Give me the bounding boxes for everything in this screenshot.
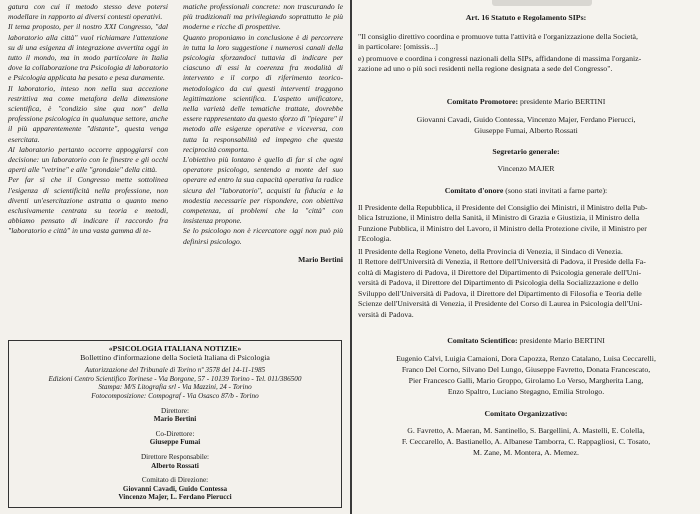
- organizing-members: M. Zane, M. Montera, A. Memez.: [473, 448, 579, 457]
- honor-line: Sviluppo dell'Università di Padova, il Direttore del Dipartimento di Filosofia e Teoria delle: [358, 289, 642, 298]
- scientific-heading: [352, 336, 700, 346]
- staff-role: Direttore:: [161, 406, 189, 415]
- scientific-title: Comitato Scientifico:: [447, 336, 518, 345]
- paragraph: Il tema proposto, per il nostro XXI Congresso, "dal laboratorio alla città" vuol richiamare l'attenzione su di una esigenza di integrazione avvertita oggi in tutto il mondo, ma in modo particolare in Italia dove la collaborazione tra Psicologia di laboratorio e Psicologia applicata ha pesato e pesa duramente.: [8, 22, 168, 83]
- paragraph: gatura con cui il metodo stesso deve potersi modellare in rapporto ai diversi contesti operativi.: [8, 2, 168, 22]
- organizing-title: Comitato Organizzativo:: [484, 409, 568, 418]
- staff-name: Giovanni Cavadi, Guido Contessa: [122, 484, 228, 493]
- honor-line: Funzione Pubblica, il Ministro del Lavoro, il Ministro della Protezione civile, il Ministro per: [358, 224, 647, 233]
- secretary-name: Vincenzo MAJER: [497, 164, 555, 173]
- paragraph: Il laboratorio, inteso non nella sua accezione restrittiva ma come metafora della dimensione scientifica, è "condizio sine qua non" della professione psicologica in qualunque settore, anche il più apparentemente "distante", questa venga esercitata.: [8, 83, 168, 144]
- staff-name: Mario Bertini: [153, 415, 197, 424]
- info-line: Autorizzazione del Tribunale di Torino nº 3578 del 14-11-1985: [84, 366, 266, 375]
- statute-line: zazione ad uno o più soci residenti nella regione designata a sede del Congresso".: [358, 64, 613, 73]
- promoter-title: Comitato Promotore:: [446, 97, 519, 106]
- staff-name: Vincenzo Majer, L. Ferdano Pierucci: [118, 493, 232, 502]
- staff-director: [9, 407, 341, 424]
- info-line: Stampa: M/S Litografia srl - Via Mazzini, 24 - Torino: [98, 383, 252, 392]
- organizing-members: F. Ceccarello, A. Bastianello, A. Albanese Tamborra, C. Rappagliosi, C. Tosato,: [401, 437, 651, 446]
- author-signature: Mario Bertini: [298, 254, 343, 264]
- honor-line: Il Presidente della Repubblica, il Presidente del Consiglio dei Ministri, il Ministro della Pub-: [358, 203, 648, 212]
- honor-line: blica Istruzione, il Ministro della Sanità, il Ministro di Grazia e Giustizia, il Ministro della: [358, 213, 640, 222]
- honor-line: Il Rettore dell'Università di Venezia, il Rettore dell'Università di Padova, il Preside della Fa-: [358, 257, 646, 266]
- honor-line: versità di Padova, il Direttore del Dipartimento di Psicologia della Socializzazione e dello: [358, 278, 639, 287]
- info-line: Fotocomposizione: Compograf - Via Osasco 87/b - Torino: [91, 391, 259, 400]
- publication-info: [9, 366, 341, 400]
- paragraph: Per far sì che il Congresso mette sottolinea l'esigenza di scientificità nella professione, non diventi un'esercitazione astratta o quanto meno esclusivamente centrata su teoria e metodi, abbiamo pensato di indicare il raccordo fra "laboratorio e città" in una vasta gamma di te-: [8, 175, 168, 236]
- article-heading: Art. 16 Statuto e Regolamento SIPs:: [465, 13, 587, 22]
- masthead-title: «PSICOLOGIA ITALIANA NOTIZIE»: [108, 344, 242, 353]
- scientific-members: Eugenio Calvi, Luigia Camaioni, Dora Capozza, Renzo Catalano, Luisa Ceccarelli,: [396, 354, 656, 363]
- promoter-members: Giuseppe Fumai, Alberto Rossati: [474, 126, 578, 135]
- honor-line: Il Presidente della Regione Veneto, della Provincia di Venezia, il Sindaco di Venezia.: [358, 247, 623, 256]
- secretary-title: Segretario generale:: [492, 147, 560, 156]
- honor-line: versità di Padova.: [358, 310, 414, 319]
- honor-note: (sono stati invitati a farne parte):: [505, 186, 608, 195]
- scientific-president: presidente Mario BERTINI: [519, 336, 605, 345]
- info-line: Edizioni Centro Scientifico Torinese - Via Borgone, 57 - 10139 Torino - Tel. 011/386500: [48, 374, 302, 383]
- honor-heading: [352, 186, 700, 196]
- paragraph: Al laboratorio pertanto occorre appoggiarsi con decisione: un laboratorio con le finestre e gli occhi aperti alle "vetrine" e alle "grondaie" della città.: [8, 144, 168, 175]
- paragraph: Quanto proponiamo in conclusione è di percorrere in tutta la loro suggestione i numerosi canali della psicologia sforzandoci tuttavia di indicare per ciascuno di essi la coerenza fra modalità di intervento e il corpo di riferimento teorico-metodologico da cui questi interventi traggono legittimazione scientifica. L'aspetto unificatore, nella varietà delle tematiche trattate, dovrebbe essere rappresentato da questo sforzo di "piegare" il metodo alle esigenze operative e viceversa, con tutta la responsabilità ed impegno che questa reciprocità comporta.: [183, 32, 343, 154]
- staff-role: Direttore Responsabile:: [140, 452, 210, 461]
- masthead-subtitle: Bollettino d'informazione della Società Italiana di Psicologia: [80, 352, 270, 362]
- staff-name: Giuseppe Fumai: [149, 438, 201, 447]
- promoter-heading: [352, 97, 700, 107]
- paragraph: L'obiettivo più lontano è quello di far sì che ogni operatore psicologo, sentendo a monte del suo operare ed entro la sua capacità operativa la radice sicura del "laboratorio", acquisti la fiducia e la modestia necessarie per rispondere, con obiettiva competenza, ai problemi che la "città" con insistenza propone.: [183, 155, 343, 226]
- statute-line: e) promuove e coordina i congressi nazionali della SIPs, affidandone di massima l'organiz-: [358, 54, 642, 63]
- honor-title: Comitato d'onore: [444, 186, 504, 195]
- staff-committee: [9, 476, 341, 502]
- organizing-members: G. Favretto, A. Maeran, M. Santinello, S. Bargellini, A. Mastelli, E. Colella,: [407, 426, 645, 435]
- right-page: [352, 0, 700, 514]
- scientific-members: Pier Francesco Galli, Mario Groppo, Girolamo Lo Verso, Margherita Lang,: [408, 376, 644, 385]
- faded-header-mark: [492, 0, 592, 6]
- text-column-left: [8, 2, 168, 237]
- staff-codirector: [9, 430, 341, 447]
- promoter-president: presidente Mario BERTINI: [520, 97, 606, 106]
- staff-role: Co-Direttore:: [155, 429, 195, 438]
- paragraph: matiche professionali concrete: non trascurando le più tradizionali ma privilegiando soprattutto le più moderne e ricche di prospettive.: [183, 2, 343, 32]
- text-column-right: [183, 2, 343, 265]
- staff-role: Comitato di Direzione:: [141, 476, 209, 485]
- honor-line: coltà di Magistero di Padova, il Direttore del Dipartimento di Psicologia generale dell'Uni-: [358, 268, 642, 277]
- promoter-members: Giovanni Cavadi, Guido Contessa, Vincenzo Majer, Ferdano Pierucci,: [416, 115, 636, 124]
- honor-line: l'Ecologia.: [358, 234, 392, 243]
- statute-line: "Il consiglio direttivo coordina e promuove tutta l'attività e l'organizzazione della Società,: [358, 32, 638, 41]
- paragraph: Se lo psicologo non è ricercatore oggi non può più definirsi psicologo.: [183, 226, 343, 246]
- scientific-members: Franco Del Corno, Silvano Del Lungo, Giuseppe Favretto, Donata Francescato,: [401, 365, 651, 374]
- masthead-box: [8, 340, 342, 508]
- staff-name: Alberto Rossati: [151, 461, 199, 470]
- honor-line: Scienze dell'Università di Venezia, il Presidente del Corso di Laurea in Psicologia dell'Uni-: [358, 299, 643, 308]
- statute-line: in particolare: [omissis...]: [358, 42, 438, 51]
- scientific-members: Enzo Spaltro, Luciano Stegagno, Emilia Strologo.: [447, 387, 605, 396]
- staff-responsible: [9, 453, 341, 470]
